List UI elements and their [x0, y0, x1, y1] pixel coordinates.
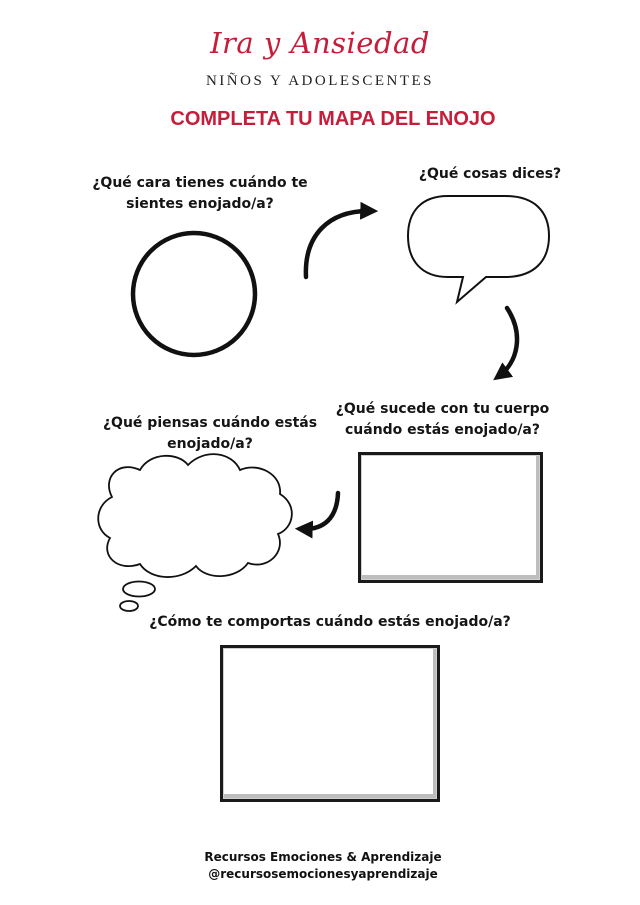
arrow-face-to-say — [306, 211, 371, 277]
question-say: ¿Qué cosas dices? — [418, 166, 562, 182]
thought-bubble-large — [123, 582, 155, 597]
subtitle: NIÑOS Y ADOLESCENTES — [205, 73, 435, 89]
question-think: ¿Qué piensas cuándo estás enojado/a? — [102, 415, 318, 452]
question-face: ¿Qué cara tienes cuándo te sientes enojado/a? — [92, 175, 308, 212]
arrow-body-to-think — [302, 493, 338, 529]
face-circle[interactable] — [133, 233, 255, 355]
speech-bubble[interactable] — [408, 196, 549, 302]
footer-brand: Recursos Emociones & Aprendizaje — [204, 850, 442, 864]
page-heading: COMPLETA TU MAPA DEL ENOJO — [170, 108, 496, 130]
footer-handle: @recursosemocionesyaprendizaje — [208, 867, 438, 881]
thought-cloud[interactable] — [98, 454, 292, 577]
thought-bubble-small — [120, 601, 138, 611]
question-behave: ¿Cómo te comportas cuándo estás enojado/a? — [149, 614, 511, 630]
script-title: Ira y Ansiedad — [210, 26, 430, 60]
arrow-say-to-body — [499, 308, 517, 376]
question-body: ¿Qué sucede con tu cuerpo cuándo estás enojado/a? — [335, 401, 550, 438]
